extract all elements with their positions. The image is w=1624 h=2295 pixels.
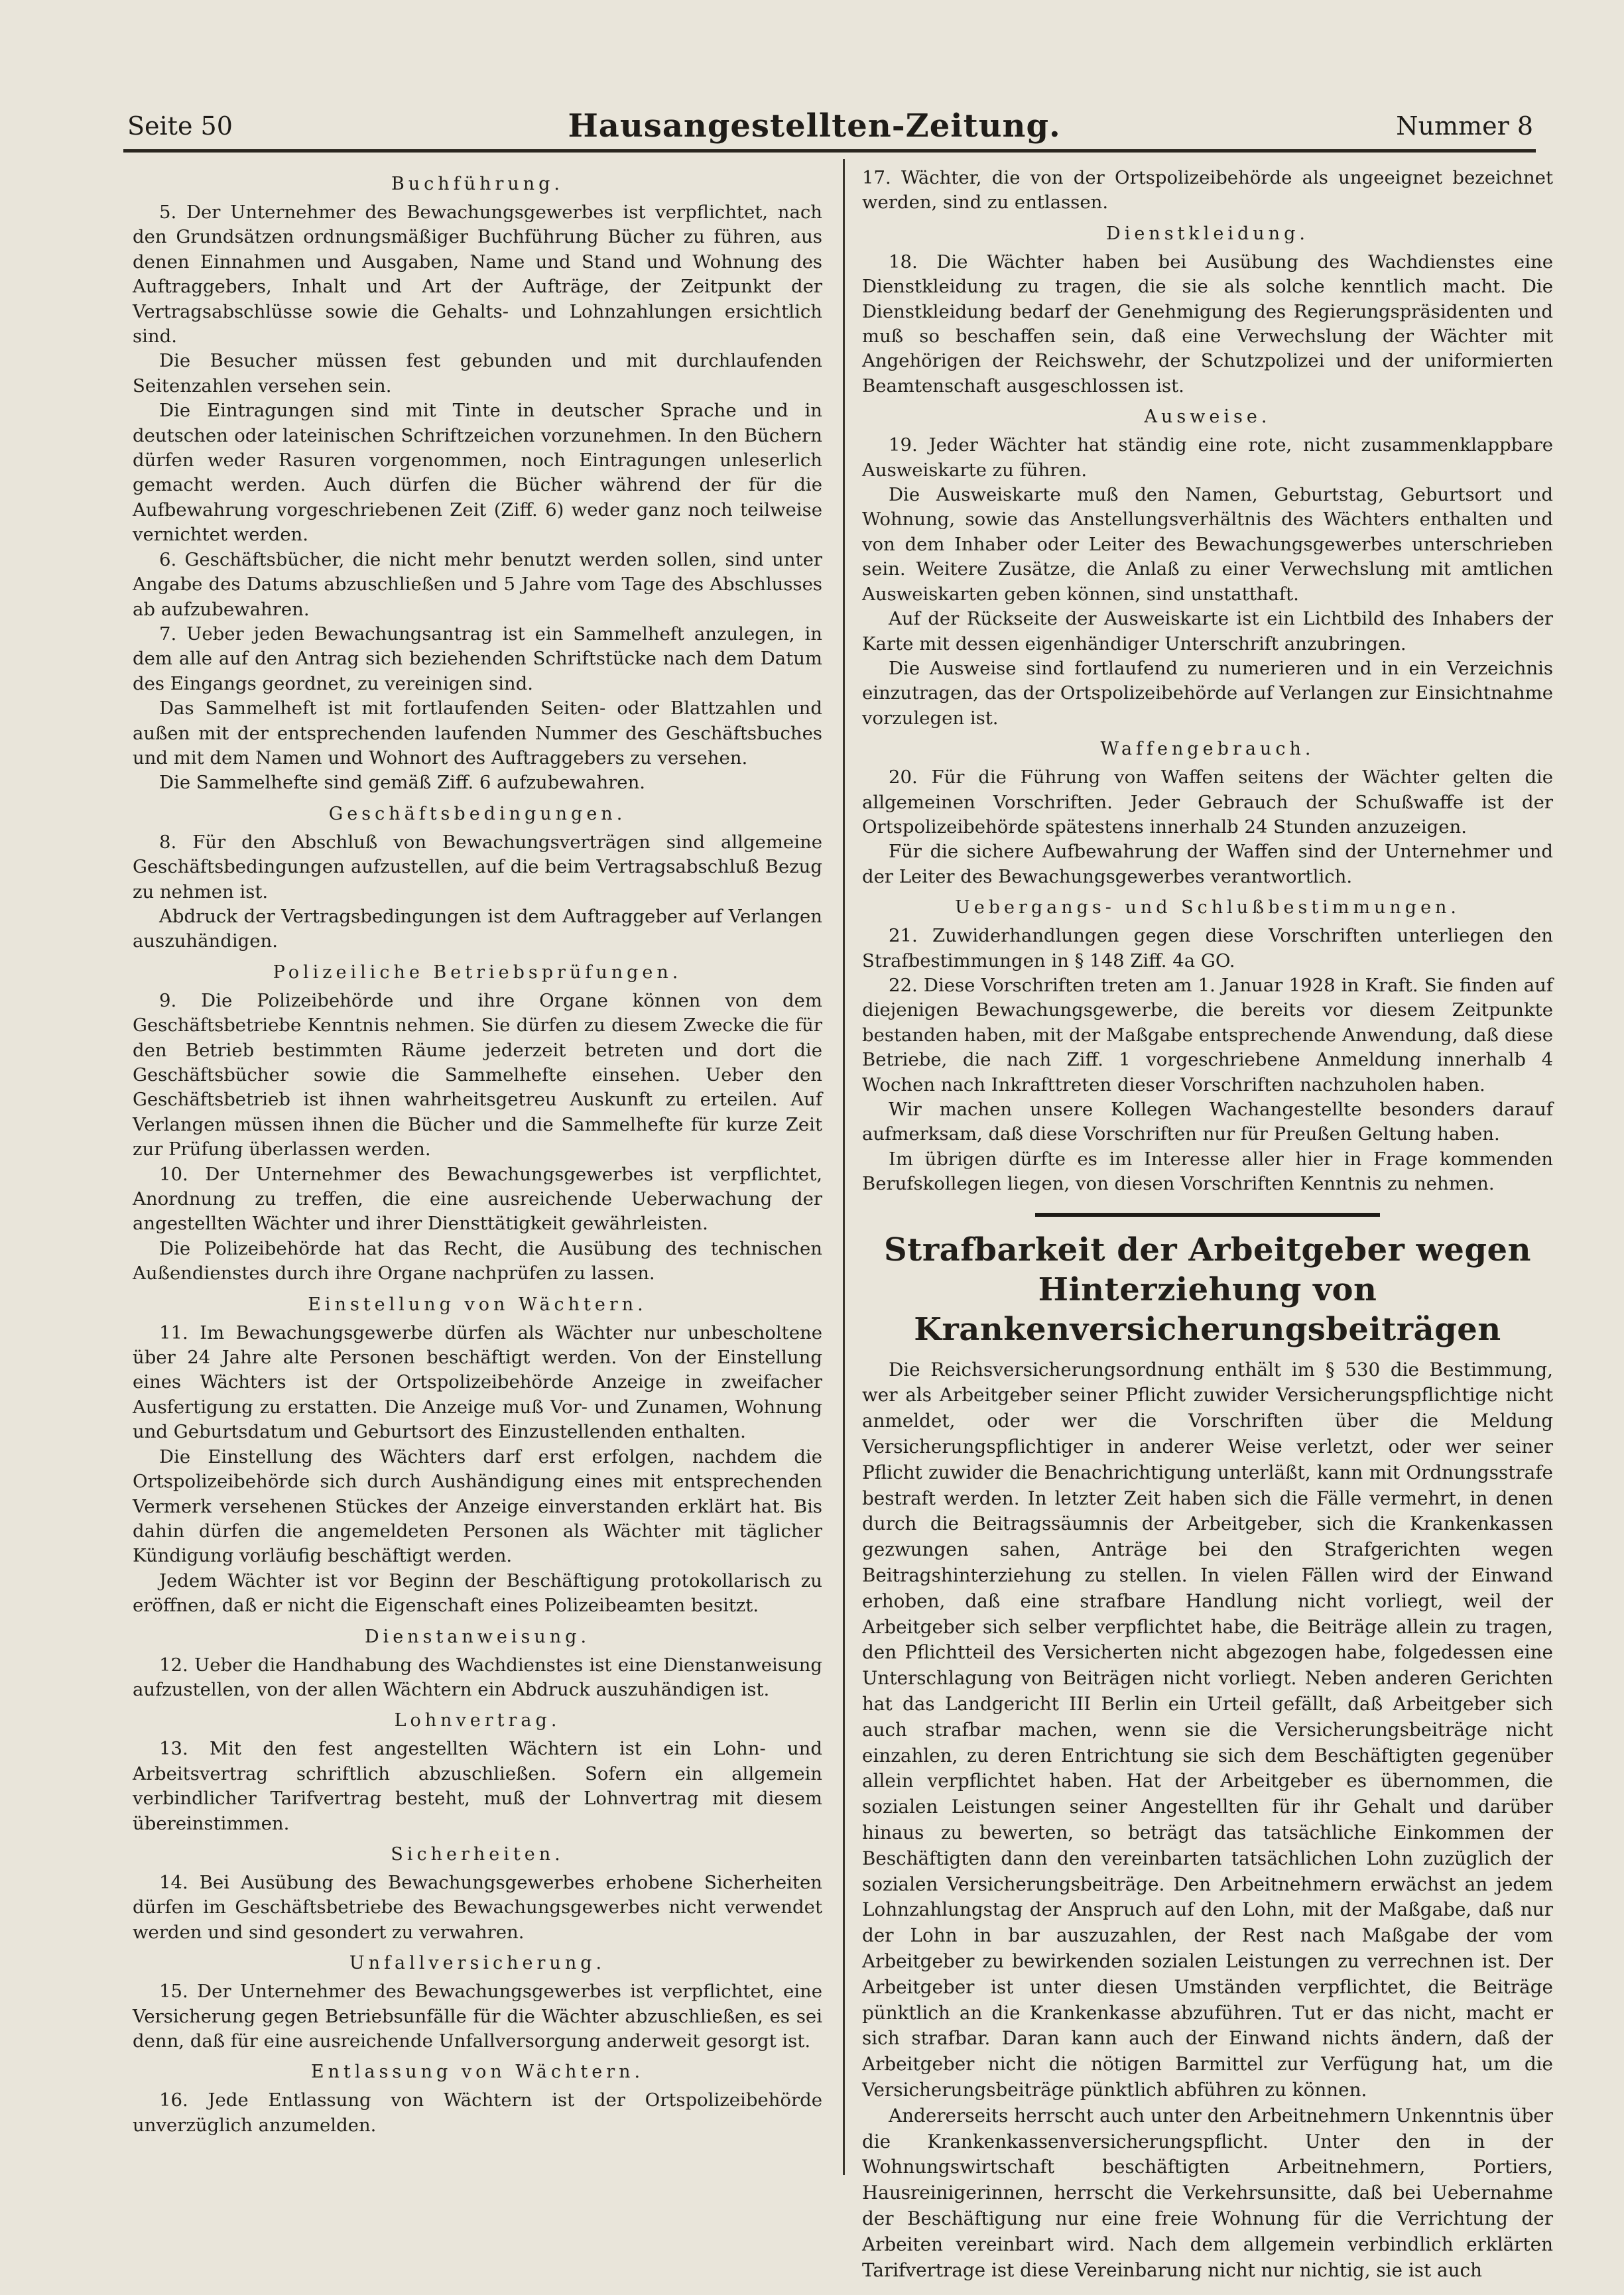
paragraph: Die Polizeibehörde hat das Recht, die Ausübung des technischen Außendienstes durch ihre Organe nachprüfen zu lassen. bbox=[133, 1237, 822, 1284]
paragraph: Im übrigen dürfte es im Interesse aller hier in Frage kommenden Berufskollegen liegen, von diesen Vorschriften Kenntnis zu nehmen. bbox=[862, 1148, 1553, 1195]
section-heading: Entlassung von Wächtern. bbox=[310, 2062, 645, 2083]
page-number: Seite 50 bbox=[127, 111, 233, 141]
article-paragraph: Andererseits herrscht auch unter den Arbeitnehmern Unkenntnis über die Krankenkassenversicherungspflicht. Unter den in der Wohnungswirtschaft beschäftigten Arbeitnehmern, Portiers, Hausreinigerinnen, herrscht die Verkehrsunsitte, daß bei Uebernahme der Beschäftigung nur eine freie Wohnung für die Verrichtung der Arbeiten vereinbart wird. Nach dem allgemein verbindlich erklärten Tarifvertrage ist diese Vereinbarung nicht nur nichtig, sie ist auch bbox=[862, 2104, 1553, 2281]
page-header bbox=[127, 106, 1533, 146]
paragraph: Die Ausweiskarte muß den Namen, Geburtstag, Geburtsort und Wohnung, sowie das Anstellungsverhältnis des Wächters enthalten und von dem Inhaber oder Leiter des Bewachungsgewerbes unterschrieben sein. Weitere Zusätze, die Anlaß zu einer Verwechslung mit amtlichen Ausweiskarten geben können, sind unstatthaft. bbox=[862, 484, 1553, 605]
paragraph: Jedem Wächter ist vor Beginn der Beschäftigung protokollarisch zu eröffnen, daß er nicht die Eigenschaft eines Polizeibeamten besitzt. bbox=[133, 1570, 822, 1617]
paragraph: Auf der Rückseite der Ausweiskarte ist ein Lichtbild des Inhabers der Karte mit dessen eigenhändiger Unterschrift anzubringen. bbox=[862, 608, 1553, 654]
left-column bbox=[133, 166, 822, 2138]
paragraph: 14. Bei Ausübung des Bewachungsgewerbes erhobene Sicherheiten dürfen im Geschäftsbetriebe des Bewachungsgewerbes nicht verwendet werden und sind gesondert zu verwahren. bbox=[133, 1871, 822, 1943]
paragraph: 17. Wächter, die von der Ortspolizeibehörde als ungeeignet bezeichnet werden, sind zu entlassen. bbox=[862, 167, 1553, 214]
section-heading: Waffengebrauch. bbox=[1100, 739, 1315, 760]
section-heading: Unfallversicherung. bbox=[349, 1953, 606, 1974]
section-heading: Buchführung. bbox=[391, 174, 564, 194]
paragraph: 15. Der Unternehmer des Bewachungsgewerbes ist verpflichtet, eine Versicherung gegen Betriebsunfälle für die Wächter abzuschließen, es sei denn, daß für eine ausreichende Unfallversorgung anderweit gesorgt ist. bbox=[133, 1981, 822, 2052]
paragraph: Wir machen unsere Kollegen Wachangestellte besonders darauf aufmerksam, daß diese Vorschriften nur für Preußen Geltung haben. bbox=[862, 1099, 1553, 1145]
paragraph: 6. Geschäftsbücher, die nicht mehr benutzt werden sollen, sind unter Angabe des Datums abzuschließen und 5 Jahre vom Tage des Abschlusses ab aufzubewahren. bbox=[133, 548, 822, 620]
masthead: Hausangestellten-Zeitung. bbox=[568, 107, 1061, 145]
article-paragraph: Die Reichsversicherungsordnung enthält im § 530 die Bestimmung, wer als Arbeitgeber seiner Pflicht zuwider Versicherungspflichtige nicht anmeldet, oder wer die Vorschriften über die Meldung Versicherungspflichtiger in anderer Weise verletzt, oder wer seiner Pflicht zuwider die Benachrichtigung unterläßt, kann mit Ordnungsstrafe bestraft werden. In letzter Zeit haben sich die Fälle vermehrt, in denen durch die Beitragssäumnis der Arbeitgeber, sich die Krankenkassen gezwungen sahen, Anträge bei den Strafgerichten wegen Beitragshinterziehung zu stellen. In vielen Fällen wird der Einwand erhoben, daß eine strafbare Handlung nicht vorliegt, weil der Arbeitgeber sich selber verpflichtet habe, die Beiträge allein zu tragen, den Pflichtteil des Versicherten nicht abgezogen habe, folgedessen eine Unterschlagung von Beiträgen nicht vorliegt. Neben anderen Gerichten hat das Landgericht III Berlin ein Urteil gefällt, daß Arbeitgeber sich auch strafbar machen, wenn sie die Versicherungsbeiträge nicht einzahlen, zu deren Entrichtung sie sich dem Beschäftigten gegenüber allein verpflichtet haben. Hat der Arbeitgeber es übernommen, die sozialen Leistungen seiner Angestellten für ihr Gehalt und darüber hinaus zu bewerten, so beträgt das tatsächliche Einkommen der Beschäftigten dann den vereinbarten tatsächlichen Lohn zuzüglich der sozialen Versicherungsbeiträge. Den Arbeitnehmern erwächst an jedem Lohnzahlungstag der Anspruch auf den Lohn, mit der Maßgabe, daß nur der Lohn in bar auszuzahlen, der Rest nach Maßgabe der vom Arbeitgeber zu bewirkenden sozialen Leistungen zu verrechnen ist. Der Arbeitgeber ist unter diesen Umständen verpflichtet, die Beiträge pünktlich an die Krankenkasse abzuführen. Tut er das nicht, macht er sich strafbar. Daran kann auch der Einwand nichts ändern, daß der Arbeitgeber nicht die nötigen Barmittel zur Verfügung hat, um die Versicherungsbeiträge pünktlich abführen zu können. bbox=[862, 1358, 1553, 2101]
article-headline: Strafbarkeit der Arbeitgeber wegen Hinterziehung von Krankenversicherungsbeiträgen bbox=[884, 1231, 1531, 1348]
paragraph: Die Ausweise sind fortlaufend zu numerieren und in ein Verzeichnis einzutragen, das der Ortspolizeibehörde auf Verlangen zur Einsichtnahme vorzulegen ist. bbox=[862, 657, 1553, 729]
paragraph: 10. Der Unternehmer des Bewachungsgewerbes ist verpflichtet, Anordnung zu treffen, die eine ausreichende Ueberwachung der angestellten Wächter und ihrer Diensttätigkeit gewährleisten. bbox=[133, 1163, 822, 1235]
paragraph: 8. Für den Abschluß von Bewachungsverträgen sind allgemeine Geschäftsbedingungen aufzustellen, auf die beim Vertragsabschluß Bezug zu nehmen ist. bbox=[133, 831, 822, 902]
paragraph: Die Sammelhefte sind gemäß Ziff. 6 aufzubewahren. bbox=[159, 772, 646, 794]
paragraph: 20. Für die Führung von Waffen seitens der Wächter gelten die allgemeinen Vorschriften. Jeder Gebrauch der Schußwaffe ist der Ortspolizeibehörde spätestens innerhalb 24 Stunden anzuzeigen. bbox=[862, 767, 1553, 837]
header-rule bbox=[123, 149, 1536, 153]
section-heading: Dienstanweisung. bbox=[364, 1626, 591, 1647]
paragraph: 13. Mit den fest angestellten Wächtern ist ein Lohn- und Arbeitsvertrag schriftlich abzuschließen. Sofern ein allgemein verbindlicher Tarifvertrag besteht, muß der Lohnvertrag mit diesem übereinstimmen. bbox=[133, 1738, 822, 1834]
column-divider bbox=[843, 159, 845, 2175]
paragraph: 7. Ueber jeden Bewachungsantrag ist ein Sammelheft anzulegen, in dem alle auf den Antrag sich beziehenden Schriftstücke nach dem Datum des Eingangs geordnet, zu vereinigen sind. bbox=[133, 623, 822, 694]
section-heading: Geschäftsbedingungen. bbox=[328, 803, 627, 824]
paragraph: Das Sammelheft ist mit fortlaufenden Seiten- oder Blattzahlen und außen mit der entsprechenden laufenden Nummer des Geschäftsbuches und mit dem Namen und Wohnort des Auftraggebers zu versehen. bbox=[133, 698, 822, 769]
paragraph: 9. Die Polizeibehörde und ihre Organe können von dem Geschäftsbetriebe Kenntnis nehmen. Sie dürfen zu diesem Zwecke die für den Betrieb bestimmten Räume jederzeit betreten und dort die Geschäftsbücher sowie die Sammelhefte einsehen. Ueber den Geschäftsbetrieb ist ihnen wahrheitsgetreu Auskunft zu erteilen. Auf Verlangen müssen ihnen die Bücher und die Sammelhefte für kurze Zeit zur Prüfung überlassen werden. bbox=[133, 989, 822, 1160]
right-column bbox=[862, 166, 1553, 2283]
section-heading: Einstellung von Wächtern. bbox=[308, 1294, 647, 1315]
section-heading: Dienstkleidung. bbox=[1106, 223, 1309, 244]
section-heading: Uebergangs- und Schlußbestimmungen. bbox=[954, 897, 1461, 918]
paragraph: 11. Im Bewachungsgewerbe dürfen als Wächter nur unbescholtene über 24 Jahre alte Personen beschäftigt werden. Von der Einstellung eines Wächters ist der Ortspolizeibehörde Anzeige in zweifacher Ausfertigung zu erstatten. Die Anzeige muß Vor- und Zunamen, Wohnung und Geburtsdatum und Geburtsort des Einzustellenden enthalten. bbox=[133, 1322, 822, 1443]
section-heading: Sicherheiten. bbox=[391, 1843, 564, 1865]
paragraph: 22. Diese Vorschriften treten am 1. Januar 1928 in Kraft. Sie finden auf diejenigen Bewachungsgewerbe, die bereits vor diesem Zeitpunkte bestanden haben, mit der Maßgabe entsprechende Anwendung, daß diese Betriebe, die nach Ziff. 1 vorgeschriebene Anmeldung innerhalb 4 Wochen nach Inkrafttreten dieser Vorschriften nachzuholen haben. bbox=[862, 974, 1553, 1095]
paragraph: 12. Ueber die Handhabung des Wachdienstes ist eine Dienstanweisung aufzustellen, von der allen Wächtern ein Abdruck auszuhändigen ist. bbox=[133, 1654, 822, 1700]
paragraph: 5. Der Unternehmer des Bewachungsgewerbes ist verpflichtet, nach den Grundsätzen ordnungsmäßiger Buchführung Bücher zu führen, aus denen Einnahmen und Ausgaben, Name und Stand und Wohnung des Auftraggebers, Inhalt und Art der Aufträge, der Zeitpunkt der Vertragsabschlüsse sowie die Gehalts- und Lohnzahlungen ersichtlich sind. bbox=[133, 202, 822, 347]
paragraph: Abdruck der Vertragsbedingungen ist dem Auftraggeber auf Verlangen auszuhändigen. bbox=[133, 905, 822, 952]
paragraph: Die Einstellung des Wächters darf erst erfolgen, nachdem die Ortspolizeibehörde sich durch Aushändigung eines mit entsprechenden Vermerk versehenen Stückes der Anzeige einverstanden erklärt hat. Bis dahin dürfen die angemeldeten Personen als Wächter mit täglicher Kündigung vorläufig beschäftigt werden. bbox=[133, 1446, 822, 1567]
right-sections bbox=[862, 222, 1553, 1197]
section-heading: Ausweise. bbox=[1144, 406, 1271, 428]
section-heading: Lohnvertrag. bbox=[394, 1710, 561, 1731]
article-body bbox=[862, 1357, 1553, 2284]
paragraph: 16. Jede Entlassung von Wächtern ist der Ortspolizeibehörde unverzüglich anzumelden. bbox=[133, 2089, 822, 2136]
article-separator bbox=[1035, 1213, 1380, 1217]
paragraph: 19. Jeder Wächter hat ständig eine rote, nicht zusammenklappbare Ausweiskarte zu führen. bbox=[862, 434, 1553, 481]
paragraph: Die Eintragungen sind mit Tinte in deutscher Sprache und in deutschen oder lateinischen Schriftzeichen vorzunehmen. In den Büchern dürfen weder Rasuren vorgenommen, noch Eintragungen unleserlich gemacht werden. Auch dürfen die Bücher während der für die Aufbewahrung vorgeschriebenen Zeit (Ziff. 6) weder ganz noch teilweise vernichtet werden. bbox=[133, 400, 822, 546]
issue-number: Nummer 8 bbox=[1396, 111, 1533, 141]
paragraph: Für die sichere Aufbewahrung der Waffen sind der Unternehmer und der Leiter des Bewachungsgewerbes verantwortlich. bbox=[862, 841, 1553, 887]
section-heading: Polizeiliche Betriebsprüfungen. bbox=[273, 961, 682, 983]
paragraph: Die Besucher müssen fest gebunden und mit durchlaufenden Seitenzahlen versehen sein. bbox=[133, 350, 822, 397]
paragraph: 21. Zuwiderhandlungen gegen diese Vorschriften unterliegen den Strafbestimmungen in § 148 Ziff. 4a GO. bbox=[862, 925, 1553, 971]
paragraph: 18. Die Wächter haben bei Ausübung des Wachdienstes eine Dienstkleidung zu tragen, die sie als solche kenntlich macht. Die Dienstkleidung bedarf der Genehmigung des Regierungspräsidenten und muß so beschaffen sein, daß eine Verwechslung der Wächter mit Angehörigen der Reichswehr, der Schutzpolizei und der uniformierten Beamtenschaft ausgeschlossen ist. bbox=[862, 251, 1553, 397]
